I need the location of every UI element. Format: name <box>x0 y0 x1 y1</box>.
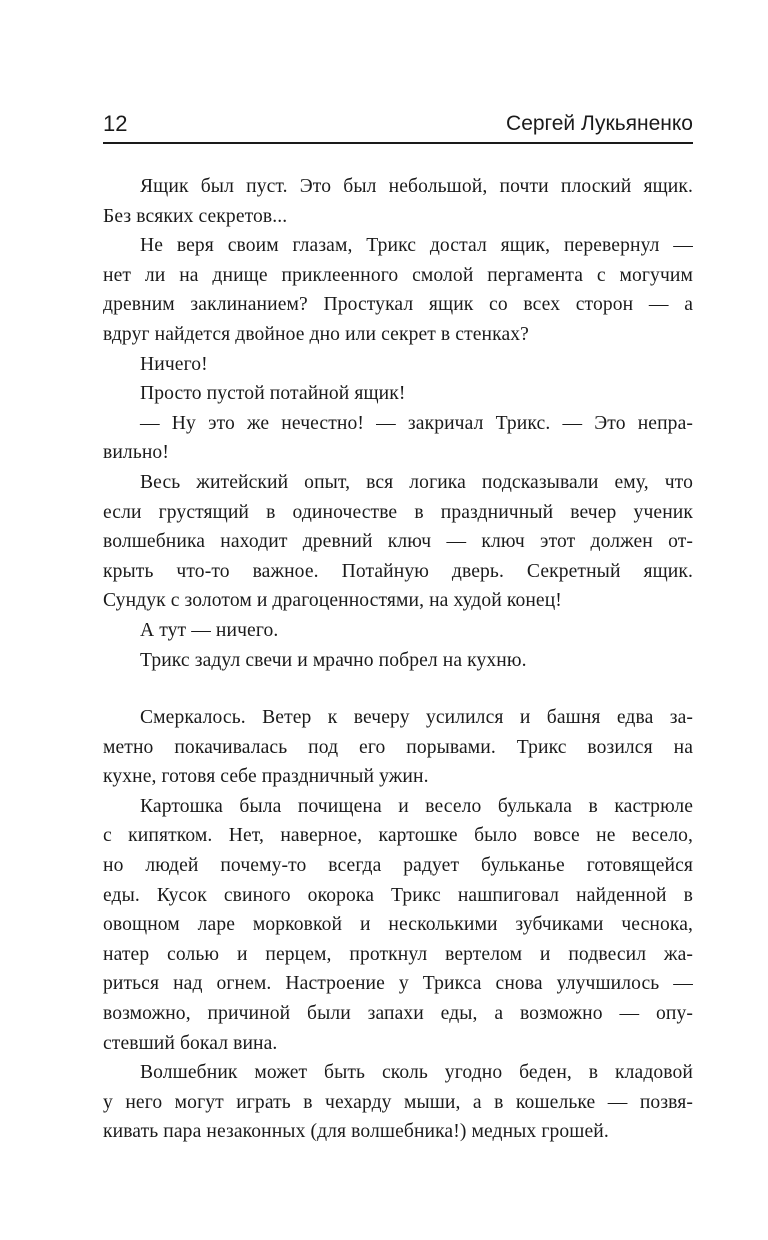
text-line: стевший бокал вина. <box>103 1032 278 1054</box>
text-line: древним заклинанием? Простукал ящик со всех сторон — а <box>103 294 693 316</box>
text-line: вильно! <box>103 442 169 464</box>
paragraph <box>103 646 693 676</box>
text-line: у него могут играть в чехарду мыши, а в кошельке — позвя- <box>103 1091 693 1113</box>
running-head-author: Сергей Лукьяненко <box>506 112 693 135</box>
text-line: — Ну это же нечестно! — закричал Трикс. — Это непра- <box>140 412 693 434</box>
paragraph <box>103 616 693 646</box>
text-line: возможно, причиной были запахи еды, а возможно — опу- <box>103 1003 693 1025</box>
paragraph <box>103 792 693 1058</box>
text-line: Волшебник может быть сколь угодно беден, в кладовой <box>140 1062 693 1084</box>
page-header <box>103 112 693 144</box>
page-number: 12 <box>103 111 128 136</box>
text-line: кухне, готовя себе праздничный ужин. <box>103 766 429 788</box>
book-page <box>103 112 693 1147</box>
text-line: крыть что-то важное. Потайную дверь. Секретный ящик. <box>103 560 693 582</box>
text-line: Просто пустой потайной ящик! <box>140 383 406 405</box>
text-line: А тут — ничего. <box>140 619 279 641</box>
text-line: натер солью и перцем, проткнул вертелом и подвесил жа- <box>103 943 693 965</box>
paragraph <box>103 1058 693 1147</box>
body-text <box>103 172 693 1147</box>
text-line: овощном ларе морковкой и несколькими зубчиками чеснока, <box>103 914 693 936</box>
text-line: Смеркалось. Ветер к вечеру усилился и башня едва за- <box>140 707 693 729</box>
text-line: Ничего! <box>140 353 208 375</box>
text-line: Без всяких секретов... <box>103 205 288 227</box>
text-line: риться над огнем. Настроение у Трикса снова улучшилось — <box>103 973 693 995</box>
paragraph <box>103 703 693 792</box>
text-line: волшебника находит древний ключ — ключ этот должен от- <box>103 531 693 553</box>
paragraph <box>103 172 693 231</box>
paragraph <box>103 379 693 409</box>
text-line: но людей почему-то всегда радует бульканье готовящейся <box>103 855 693 877</box>
text-line: Не веря своим глазам, Трикс достал ящик, перевернул — <box>140 235 693 257</box>
text-line: Трикс задул свечи и мрачно побрел на кухню. <box>140 649 527 671</box>
text-line: нет ли на днище приклеенного смолой пергамента с могучим <box>103 264 693 286</box>
paragraph <box>103 231 693 349</box>
text-line: вдруг найдется двойное дно или секрет в стенках? <box>103 323 529 345</box>
text-line: Сундук с золотом и драгоценностями, на худой конец! <box>103 590 562 612</box>
text-line: еды. Кусок свиного окорока Трикс нашпиговал найденной в <box>103 884 693 906</box>
paragraph <box>103 409 693 468</box>
text-line: кивать пара незаконных (для волшебника!) медных грошей. <box>103 1121 609 1143</box>
text-line: если грустящий в одиночестве в праздничный вечер ученик <box>103 501 693 523</box>
section-break <box>103 675 693 703</box>
text-line: Ящик был пуст. Это был небольшой, почти плоский ящик. <box>140 176 693 197</box>
paragraph <box>103 350 693 380</box>
paragraph <box>103 468 693 616</box>
text-line: с кипятком. Нет, наверное, картошке было вовсе не весело, <box>103 825 693 847</box>
text-line: Весь житейский опыт, вся логика подсказывали ему, что <box>140 471 693 493</box>
text-line: Картошка была почищена и весело булькала в кастрюле <box>140 795 693 817</box>
text-line: метно покачивалась под его порывами. Трикс возился на <box>103 736 693 758</box>
